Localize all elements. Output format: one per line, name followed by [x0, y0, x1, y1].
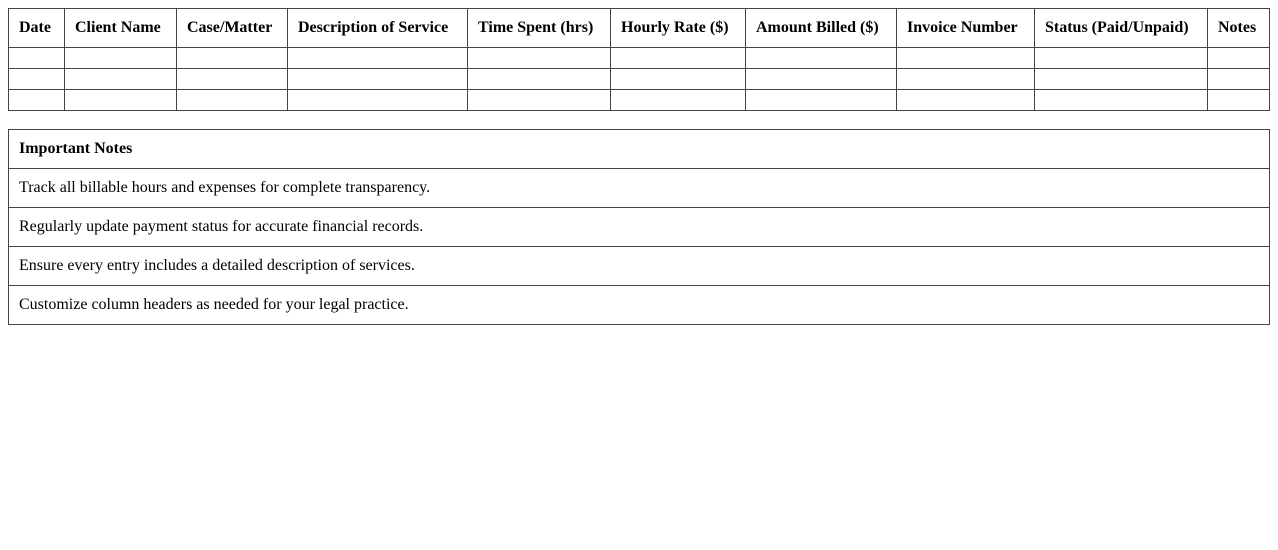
cell-hourly-rate[interactable]	[611, 48, 746, 69]
col-case-matter: Case/Matter	[177, 9, 288, 48]
billing-table	[8, 8, 1270, 111]
header-row	[9, 9, 1270, 48]
cell-amount-billed[interactable]	[746, 69, 897, 90]
cell-description[interactable]	[288, 90, 468, 111]
cell-description[interactable]	[288, 48, 468, 69]
col-hourly-rate: Hourly Rate ($)	[611, 9, 746, 48]
cell-time-spent[interactable]	[468, 90, 611, 111]
cell-date[interactable]	[9, 48, 65, 69]
cell-status[interactable]	[1035, 90, 1208, 111]
col-client-name: Client Name	[65, 9, 177, 48]
col-invoice-number: Invoice Number	[897, 9, 1035, 48]
cell-client-name[interactable]	[65, 90, 177, 111]
table-row	[9, 69, 1270, 90]
cell-amount-billed[interactable]	[746, 48, 897, 69]
col-description: Description of Service	[288, 9, 468, 48]
cell-time-spent[interactable]	[468, 48, 611, 69]
cell-status[interactable]	[1035, 48, 1208, 69]
cell-case-matter[interactable]	[177, 69, 288, 90]
table-row	[9, 48, 1270, 69]
col-amount-billed: Amount Billed ($)	[746, 9, 897, 48]
col-notes: Notes	[1208, 9, 1270, 48]
important-notes-table	[8, 129, 1270, 325]
notes-heading: Important Notes	[9, 130, 1270, 169]
cell-date[interactable]	[9, 69, 65, 90]
cell-time-spent[interactable]	[468, 69, 611, 90]
cell-client-name[interactable]	[65, 69, 177, 90]
cell-amount-billed[interactable]	[746, 90, 897, 111]
cell-invoice-number[interactable]	[897, 90, 1035, 111]
cell-date[interactable]	[9, 90, 65, 111]
col-status: Status (Paid/Unpaid)	[1035, 9, 1208, 48]
note-item: Regularly update payment status for accurate financial records.	[9, 208, 1270, 247]
note-item: Track all billable hours and expenses for complete transparency.	[9, 169, 1270, 208]
note-item: Ensure every entry includes a detailed description of services.	[9, 247, 1270, 286]
cell-hourly-rate[interactable]	[611, 69, 746, 90]
cell-notes[interactable]	[1208, 48, 1270, 69]
col-time-spent: Time Spent (hrs)	[468, 9, 611, 48]
cell-invoice-number[interactable]	[897, 69, 1035, 90]
cell-notes[interactable]	[1208, 90, 1270, 111]
table-row	[9, 90, 1270, 111]
cell-description[interactable]	[288, 69, 468, 90]
note-item: Customize column headers as needed for your legal practice.	[9, 286, 1270, 325]
cell-invoice-number[interactable]	[897, 48, 1035, 69]
cell-notes[interactable]	[1208, 69, 1270, 90]
cell-status[interactable]	[1035, 69, 1208, 90]
col-date: Date	[9, 9, 65, 48]
cell-case-matter[interactable]	[177, 48, 288, 69]
cell-client-name[interactable]	[65, 48, 177, 69]
cell-case-matter[interactable]	[177, 90, 288, 111]
cell-hourly-rate[interactable]	[611, 90, 746, 111]
